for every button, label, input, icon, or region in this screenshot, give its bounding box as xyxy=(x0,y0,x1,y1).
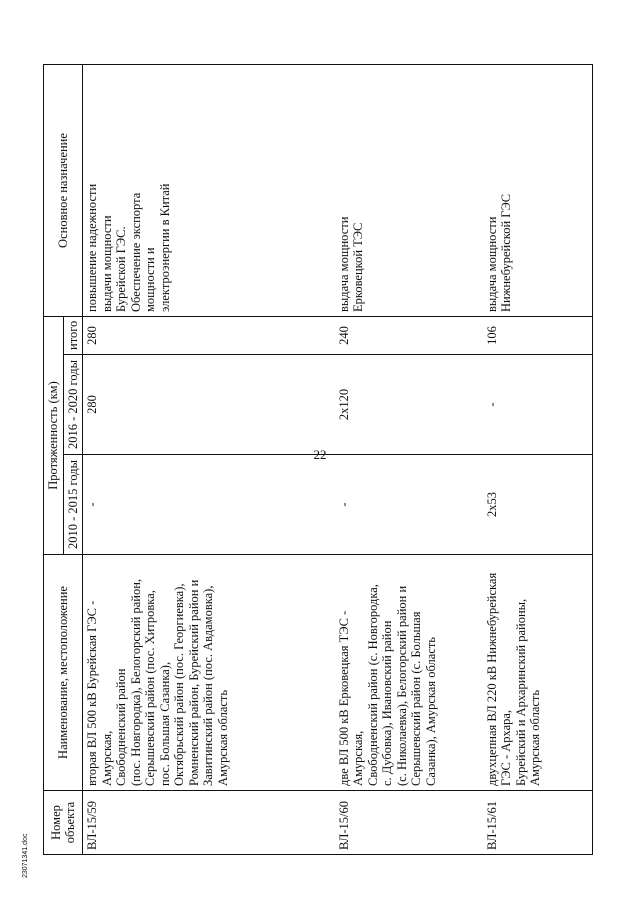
cell-period-1: - xyxy=(83,455,335,555)
table-row xyxy=(83,65,335,855)
cell-total: 280 xyxy=(83,317,335,355)
cell-purpose: выдача мощности Нижнебурейской ГЭС xyxy=(483,65,593,317)
cell-name-location: двухцепная ВЛ 220 кВ Нижнебурейская ГЭС - Архара, Бурейский и Архаринский районы, Амурская область xyxy=(483,555,593,791)
header-period-2016-2020: 2016 - 2020 годы xyxy=(63,355,83,455)
document-id: 23071341.doc xyxy=(22,833,29,878)
header-period-2010-2015: 2010 - 2015 годы xyxy=(63,455,83,555)
cell-object-number: ВЛ-15/61 xyxy=(483,791,593,855)
cell-period-2: 280 xyxy=(83,355,335,455)
cell-object-number: ВЛ-15/59 xyxy=(83,791,335,855)
page-number: 22 xyxy=(313,447,327,462)
header-purpose: Основное назначение xyxy=(44,65,83,317)
cell-purpose: повышение надежности выдачи мощности Бурейской ГЭС. Обеспечение экспорта мощности и электроэнергии в Китай xyxy=(83,65,335,317)
cell-name-location: вторая ВЛ 500 кВ Бурейская ГЭС - Амурская, Свободненский район (пос. Новгородка), Белогорский район, Серышевский район (пос. Хитровка, пос. Большая Сазанка), Октябрьский район (пос. Георгиевка), Ромненский район, Бурейский район и Завитинский район (пос. Авдамовка), Амурская область xyxy=(83,555,335,791)
cell-name-location: две ВЛ 500 кВ Ерковецкая ТЭС - Амурская, Свободненский район (с. Новгородка, с. Дубовка), Ивановский район (с. Николаевка), Белогорский район и Серышевский район (с. Большая Сазанка), Амурская область xyxy=(335,555,483,791)
cell-period-1: 2x53 xyxy=(483,455,593,555)
cell-object-number: ВЛ-15/60 xyxy=(335,791,483,855)
cell-purpose: выдача мощности Ерковецкой ТЭС xyxy=(335,65,483,317)
cell-period-2: - xyxy=(483,355,593,455)
header-object-number: Номер объекта xyxy=(44,791,83,855)
table-header-row xyxy=(44,65,64,855)
cell-total: 240 xyxy=(335,317,483,355)
header-length: Протяженность (км) xyxy=(44,317,64,555)
header-name-location: Наименование, местоположение xyxy=(44,555,83,791)
table-row xyxy=(483,65,593,855)
header-total: итого xyxy=(63,317,83,355)
cell-period-1: - xyxy=(335,455,483,555)
cell-total: 106 xyxy=(483,317,593,355)
cell-period-2: 2x120 xyxy=(335,355,483,455)
table-row xyxy=(335,65,483,855)
power-lines-table xyxy=(43,64,593,855)
rotated-table-frame xyxy=(43,65,623,855)
